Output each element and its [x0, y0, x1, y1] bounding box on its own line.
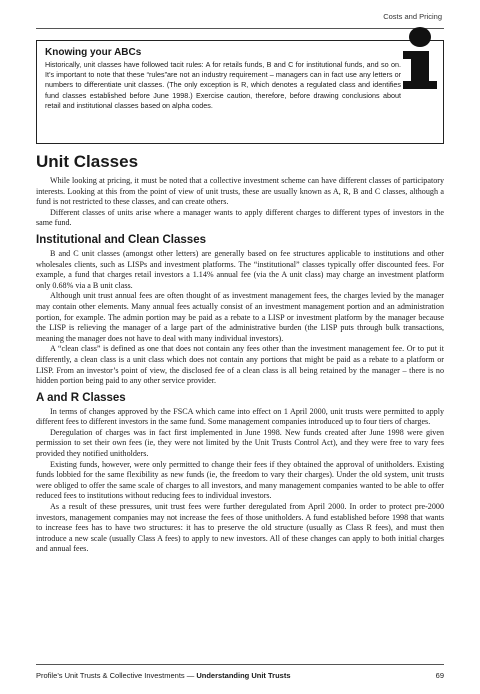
- info-i-icon: [399, 25, 445, 91]
- paragraph: Although unit trust annual fees are often thought of as investment management fees, the charges levied by the manager may contain other elements. Many annual fees actually consist of an investment management portion and an administration portion, for example. The admin portion may be paid as a rebate to a LISP or investment platform by the manager because the LISP is relieving the manager of a large part of the administrative burden (the LISP puts through bulk transactions, meaning the manager does not have to deal with many individual investors).: [36, 291, 444, 343]
- footer-section-title: Understanding Unit Trusts: [196, 671, 291, 680]
- main-content: [36, 152, 444, 555]
- paragraph: While looking at pricing, it must be noted that a collective investment scheme can have different classes of participatory interests. Looking at this from the point of view of unit trusts, these are usually known as A, R, B and C classes, although a fund is not restricted to these classes, and can create others.: [36, 176, 444, 207]
- callout-body: Historically, unit classes have followed tacit rules: A for retails funds, B and C for institutional funds, and so on. It’s important to note that these “rules”are not an industry requirement – managers can in fact use any letters or numbers to differentiate unit classes. (The only exception is R, which denotes a regulated class and identifies fund classes established before June 1998.) Exercise caution, therefore, before drawing conclusions about retail and institutional classes based on alpha codes.: [45, 60, 401, 110]
- running-head: Costs and Pricing: [383, 12, 442, 21]
- paragraph: Existing funds, however, were only permitted to change their fees if they obtained the approval of unitholders. Existing funds lobbied for the same flexibility as new funds (ie, the freedom to vary their charges). Under the old system, unit trusts were obliged to offer the same scale of charges to all investors, and many management companies wanted to be able to offer reduced fees to institutions without reducing fees to individual investors.: [36, 459, 444, 501]
- paragraph: Different classes of units arise where a manager wants to apply different charges to different types of investors in the same fund.: [36, 207, 444, 228]
- section-heading-a-and-r: A and R Classes: [36, 391, 126, 404]
- footer-publication-title: Profile’s Unit Trusts & Collective Investments: [36, 671, 185, 680]
- page-footer: [36, 671, 444, 680]
- page-number: 69: [435, 671, 444, 680]
- callout-box: [36, 40, 444, 144]
- paragraph: As a result of these pressures, unit trust fees were further deregulated from April 2000. In order to protect pre-2000 investors, management companies may not increase the fees of those unitholders. A fund established before 1998 that wants to increase fees has to have two structures: it has to preserve the old structure (usually as Class R fees), and must then introduce a new scale (usually Class A fees) to apply to new investors. All of these changes can apply to both initial charges and annual fees.: [36, 502, 444, 554]
- section-heading-institutional: Institutional and Clean Classes: [36, 233, 206, 246]
- callout-title: Knowing your ABCs: [45, 47, 142, 58]
- footer-divider: [36, 664, 444, 665]
- section-heading-unit-classes: Unit Classes: [36, 152, 139, 171]
- paragraph: In terms of changes approved by the FSCA which came into effect on 1 April 2000, unit trusts were permitted to apply different fees to different investors in the same fund. Some management companies introduced up to four tiers of charges.: [36, 406, 444, 427]
- footer-separator: —: [184, 671, 197, 680]
- paragraph: B and C unit classes (amongst other letters) are generally based on fee structures applicable to institutions and other wholesales clients, such as LISPs and investment platforms. The “institutional” classes typically offer discounted fees. For example, a fund that charges retail investors a 1.14% annual fee (via the A unit class) may charge an investment platform only 0.68% via a B unit class.: [36, 248, 444, 290]
- footer-publication: [36, 671, 291, 680]
- header-divider: [36, 28, 444, 29]
- paragraph: A “clean class” is defined as one that does not contain any fees other than the investment management fee. Or to put it differently, a clean class is a unit class which does not contain any portions that might be paid as a rebate to a platform or LISP. From an investor’s point of view, the disclosed fee of a clean class is all being retained by the manager – there is no hidden portion being paid to any other service provider.: [36, 344, 444, 386]
- paragraph: Deregulation of charges was in fact first implemented in June 1998. New funds created after June 1998 were given permission to set their own fees (ie, they were not limited by the Unit Trusts Control Act), and they were free to vary fees provided they notified unitholders.: [36, 427, 444, 459]
